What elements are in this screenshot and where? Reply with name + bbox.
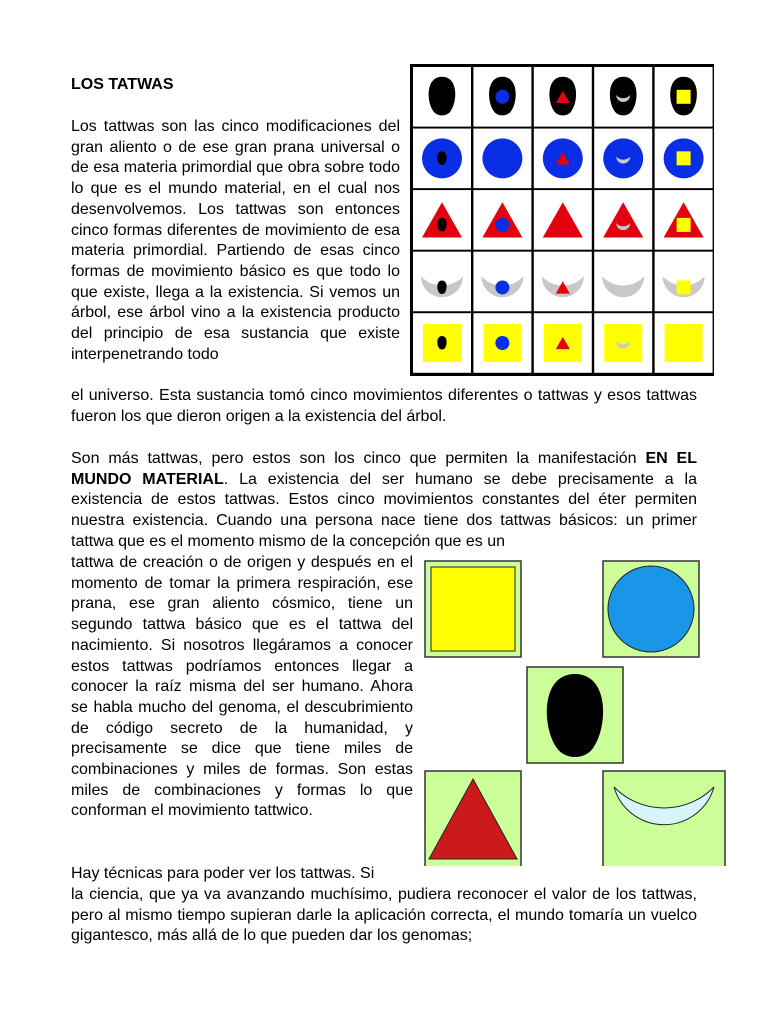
egg-inner-shape (437, 336, 446, 350)
grid-cell-egg-triangle (534, 67, 592, 127)
grid-cell-circle-crescent (594, 129, 652, 189)
cross-tile-egg (527, 667, 623, 763)
egg-shape (547, 674, 603, 757)
grid-cell-circle-circle (473, 129, 531, 189)
cross-tile-circle (603, 561, 699, 657)
square-inner-shape (677, 90, 691, 104)
grid-cell-crescent-circle (473, 252, 531, 312)
egg-shape (429, 77, 456, 116)
tattwa-cross-figure (424, 560, 726, 866)
tattwa-grid-figure (410, 64, 714, 376)
grid-cell-crescent-square (655, 252, 713, 312)
egg-inner-shape (437, 218, 446, 232)
grid-cell-triangle-circle (473, 190, 531, 250)
circle-inner-shape (495, 336, 509, 350)
grid-cell-crescent-egg (413, 252, 471, 312)
intro-paragraph: Los tattwas son las cinco modificaciones del gran aliento o de ese gran prana universal o de esa materia primordial que obra sobre todo lo que es el mundo material, en el cual nos desenvolvemos. Los tattwas son entonces cinco formas diferentes de movimiento de esa materia primordial. Partiendo de esas cinco formas de movimiento básico es que todo lo que existe, llega a la existencia. Si vemos un árbol, ese árbol vino a la existencia producto del principio de esa sustancia que existe interpenetrando todo (71, 118, 400, 363)
grid-cell-egg-square (655, 67, 713, 127)
egg-inner-shape (437, 280, 446, 294)
grid-cell-circle-egg (413, 129, 471, 189)
circle-shape (608, 566, 694, 652)
paragraph-body: . La existencia del ser humano se debe precisamente a la existencia de estos tattwas. Estos cinco movimientos constantes del éter permiten nuestra existencia. Cuando una persona nace tiene dos tattwas básicos: un primer tattwa que es el momento mismo de la concepción que es un (71, 470, 697, 550)
grid-cell-egg-circle (473, 67, 531, 127)
square-shape (604, 324, 642, 362)
grid-cell-triangle-egg (413, 190, 471, 250)
grid-cell-triangle-crescent (594, 190, 652, 250)
grid-cell-triangle-triangle (534, 190, 592, 250)
grid-cell-crescent-triangle (534, 252, 592, 312)
circle-inner-shape (495, 280, 509, 294)
grid-cell-square-triangle (534, 313, 592, 373)
grid-cell-crescent-crescent (594, 252, 652, 312)
grid-cell-egg-crescent (594, 67, 652, 127)
paragraph-lead: Son más tattwas, pero estos son los cinco que permiten la manifestación (71, 450, 646, 467)
grid-cell-circle-triangle (534, 129, 592, 189)
tattwa-cross-image (424, 560, 726, 866)
tattwa-grid-image (410, 64, 714, 376)
grid-cell-circle-square (655, 129, 713, 189)
grid-cell-square-egg (413, 313, 471, 373)
intro-paragraph-continued: el universo. Esta sustancia tomó cinco movimientos diferentes o tattwas y esos tattwas fueron los que dieron origen a la existencia del árbol. (71, 387, 697, 425)
square-shape (431, 567, 515, 651)
cross-tile-triangle (425, 771, 521, 866)
square-inner-shape (677, 218, 691, 232)
grid-cell-square-crescent (594, 313, 652, 373)
grid-cell-egg-egg (413, 67, 471, 127)
circle-shape (482, 138, 522, 178)
grid-cell-square-square (655, 313, 713, 373)
circle-shape (603, 138, 643, 178)
square-inner-shape (677, 151, 691, 165)
square-inner-shape (677, 280, 691, 294)
circle-inner-shape (495, 90, 509, 104)
egg-inner-shape (437, 151, 446, 165)
circle-inner-shape (495, 218, 509, 232)
emphasis-en-el-mundo-material: EN EL MUNDO MATERIAL (71, 450, 697, 488)
techniques-paragraph-continued: la ciencia, que ya va avanzando muchísimo, pudiera reconocer el valor de los tattwas, pero al mismo tiempo supieran darle la aplicación correcta, el mundo tomaría un vuelco gigantesco, más allá de lo que pueden dar los genomas; (71, 886, 697, 945)
document-title: LOS TATWAS (71, 76, 174, 93)
material-world-paragraph (71, 449, 697, 553)
techniques-paragraph-start: Hay técnicas para poder ver los tattwas. Si (71, 865, 375, 882)
grid-cell-triangle-square (655, 190, 713, 250)
cross-tile-square (425, 561, 521, 657)
square-shape (665, 324, 703, 362)
birth-tattwa-paragraph: tattwa de creación o de origen y después en el momento de tomar la primera respiración, ese prana, ese gran aliento cósmico, tiene un segundo tattwa básico que es el tattwa del nacimiento. Si nosotros llegáramos a conocer estos tattwas podríamos entonces llegar a conocer la raíz misma del ser humano. Ahora se habla mucho del genoma, el descubrimiento de código secreto de la humanidad, y precisamente se dice que tiene miles de combinaciones y miles de formas. Son estas miles de combinaciones y formas lo que conforman el movimiento tattwico. (71, 554, 413, 820)
cross-tile-crescent (603, 771, 725, 866)
grid-cell-square-circle (473, 313, 531, 373)
egg-shape (610, 77, 637, 116)
